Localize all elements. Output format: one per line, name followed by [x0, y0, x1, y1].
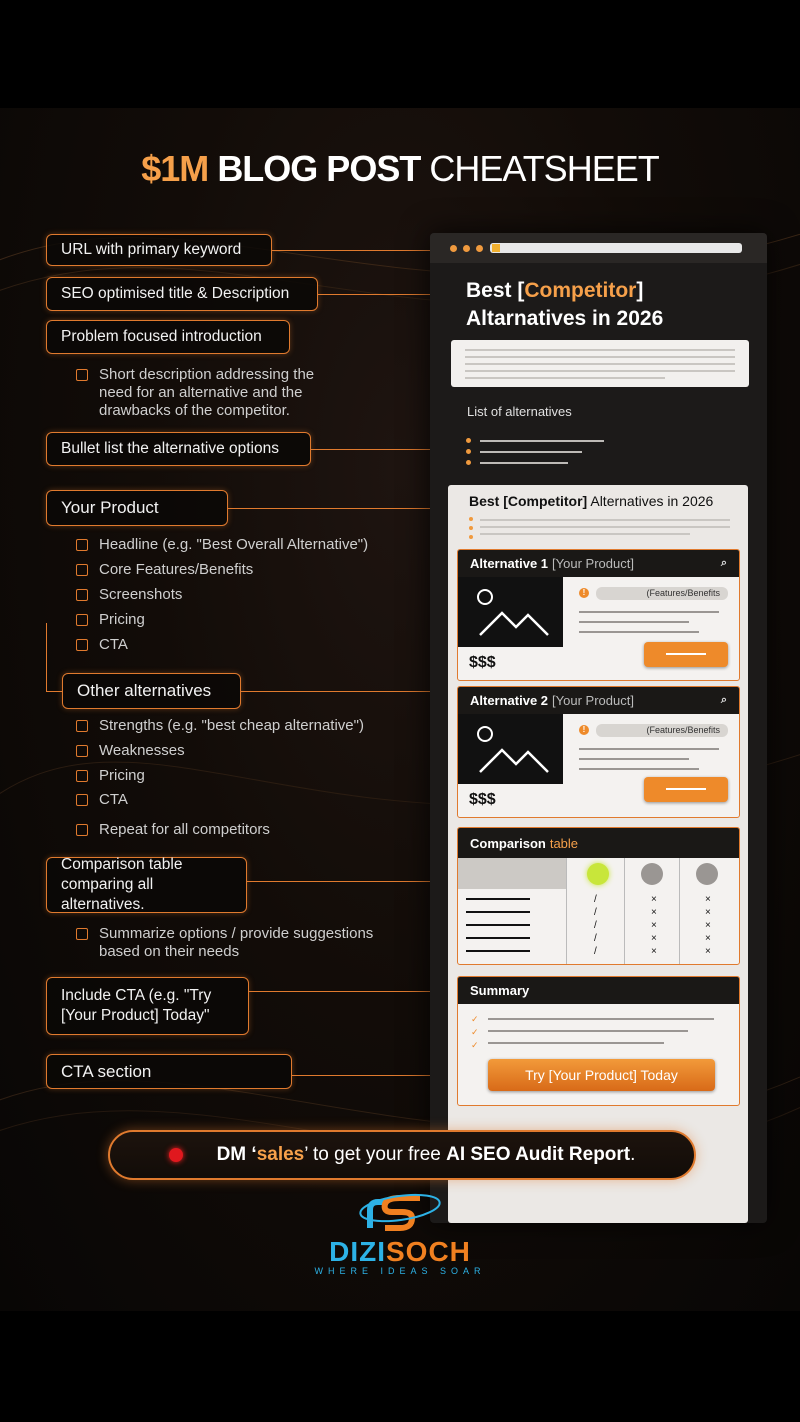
checkbox-icon [76, 369, 88, 381]
checkbox-icon [76, 539, 88, 551]
features-pill: (Features/Benefits [596, 724, 728, 737]
checkbox-icon [76, 928, 88, 940]
title-amount: $1M [141, 148, 209, 189]
your-product-item: Core Features/Benefits [99, 561, 254, 578]
check-icon: ✓ ✓ ✓ [471, 1014, 479, 1050]
image-placeholder-icon [458, 714, 563, 784]
card-header [458, 828, 739, 858]
comparison-rows: / × × / × × / × × / × × / × × [458, 893, 740, 958]
search-icon: ⌕ [720, 694, 727, 706]
checklist-item [76, 717, 364, 735]
banner-part: DM ‘ [216, 1144, 257, 1165]
alternative-1-button[interactable] [644, 642, 728, 667]
card-title: Alternative 2 [470, 693, 549, 708]
checkbox-icon [76, 589, 88, 601]
list-label: List of alternatives [467, 404, 572, 419]
step-problem: Problem focused introduction [46, 320, 290, 354]
logo-wordmark [250, 1236, 550, 1268]
bracket-line [46, 623, 47, 691]
connector-other [241, 691, 449, 692]
card-header [458, 550, 739, 577]
url-field [490, 243, 742, 253]
card-title-accent: table [549, 835, 579, 851]
heading-competitor: Competitor [524, 279, 637, 302]
checklist-item [76, 586, 182, 604]
heading-part: ] [636, 279, 644, 302]
logo-soch: SOCH [385, 1236, 471, 1267]
dizisoch-logo [250, 1188, 550, 1278]
step-url: URL with primary keyword [46, 234, 272, 266]
card-header [458, 977, 739, 1004]
checkbox-icon [76, 770, 88, 782]
card-title: Alternative 1 [470, 556, 549, 571]
your-product-item: CTA [99, 636, 128, 653]
page-title [0, 148, 800, 190]
other-item: Weaknesses [99, 742, 185, 759]
image-placeholder-icon [458, 577, 563, 647]
checkbox-icon [76, 794, 88, 806]
live-dot-icon [169, 1148, 183, 1162]
cheatsheet-poster [0, 108, 800, 1311]
alternative-2-button[interactable] [644, 777, 728, 802]
features-pill: (Features/Benefits [596, 587, 728, 600]
heading-part: Best [ [466, 279, 525, 302]
checkbox-icon [76, 824, 88, 836]
comparison-table-card [457, 827, 740, 965]
connector-comparison [247, 881, 448, 882]
checkbox-icon [76, 564, 88, 576]
step-seo: SEO optimised title & Description [46, 277, 318, 311]
dm-banner [108, 1130, 696, 1180]
checklist-item [76, 791, 128, 809]
step-comparison: Comparison table comparing all alternatives. [46, 857, 247, 913]
title-cheatsheet: CHEATSHEET [429, 148, 659, 189]
banner-part: ’ to get your free [304, 1144, 447, 1165]
checkbox-icon [76, 614, 88, 626]
description-box [451, 340, 749, 387]
price: $$$ [469, 654, 496, 671]
window-dot-icon [450, 245, 457, 252]
logo-tagline: WHERE IDEAS SOAR [314, 1266, 486, 1276]
info-icon: ! [579, 588, 589, 598]
connector-cta-section [292, 1075, 447, 1076]
bracket-line [46, 691, 62, 692]
browser-bar [430, 233, 767, 263]
banner-keyword: sales [256, 1144, 305, 1165]
title-blog-post: BLOG POST [217, 148, 421, 189]
competitor-dot-icon [696, 863, 718, 885]
checklist-item [76, 742, 185, 760]
card-subtitle: [Your Product] [552, 556, 634, 571]
window-dot-icon [463, 245, 470, 252]
connector-url [272, 250, 452, 251]
card-subtitle: [Your Product] [552, 693, 634, 708]
your-product-item: Headline (e.g. "Best Overall Alternative") [99, 536, 369, 553]
alternative-2-card [457, 686, 740, 818]
step-bullet: Bullet list the alternative options [46, 432, 311, 466]
your-product-item: Screenshots [99, 586, 183, 603]
step-your-product: Your Product [46, 490, 228, 526]
checkbox-icon [76, 639, 88, 651]
other-item: CTA [99, 791, 128, 808]
cta-button[interactable]: Try [Your Product] Today [488, 1059, 715, 1091]
alternative-1-card [457, 549, 740, 681]
other-item: Strengths (e.g. "best cheap alternative") [99, 717, 364, 734]
checklist-item [76, 636, 128, 654]
price: $$$ [469, 791, 496, 808]
summary-card [457, 976, 740, 1106]
other-item: Pricing [99, 767, 145, 784]
connector-your-product [228, 508, 450, 509]
banner-text [217, 1144, 636, 1166]
step-cta-section: CTA section [46, 1054, 292, 1089]
your-product-item: Pricing [99, 611, 145, 628]
logo-dizi: DIZI [329, 1236, 386, 1267]
card-title: Summary [470, 983, 530, 998]
logo-mark-icon [250, 1188, 550, 1238]
winner-dot-icon [587, 863, 609, 885]
competitor-dot-icon [641, 863, 663, 885]
info-icon: ! [579, 725, 589, 735]
keyword-marker-icon [492, 244, 500, 252]
card-header [458, 687, 739, 714]
repeat-item: Repeat for all competitors [99, 821, 270, 838]
article-title [469, 493, 713, 509]
connector-include-cta [249, 991, 447, 992]
article-title-rest: Alternatives in 2026 [587, 493, 714, 509]
step-other-alternatives: Other alternatives [62, 673, 241, 709]
window-dot-icon [476, 245, 483, 252]
mockup-heading [466, 277, 663, 333]
step-include-cta: Include CTA (e.g. "Try [Your Product] Today" [46, 977, 249, 1035]
checklist-item [76, 611, 145, 629]
checklist-item [76, 536, 368, 554]
banner-offer: AI SEO Audit Report [446, 1144, 631, 1165]
checklist-item [76, 561, 253, 579]
search-icon: ⌕ [720, 557, 727, 569]
summary-item: Summarize options / provide suggestions based on their needs [99, 925, 374, 960]
card-title: Comparison [470, 835, 546, 851]
checklist-item [76, 366, 336, 420]
checkbox-icon [76, 720, 88, 732]
banner-part: . [630, 1144, 636, 1165]
checklist-item [76, 925, 416, 961]
article-title-competitor: Best [Competitor] [469, 493, 588, 509]
problem-detail: Short description addressing the need for an alternative and the drawbacks of the competitor. [99, 366, 315, 419]
checklist-item [76, 821, 270, 839]
checkbox-icon [76, 745, 88, 757]
heading-line2: Altarnatives in 2026 [466, 307, 664, 330]
checklist-item [76, 767, 145, 785]
